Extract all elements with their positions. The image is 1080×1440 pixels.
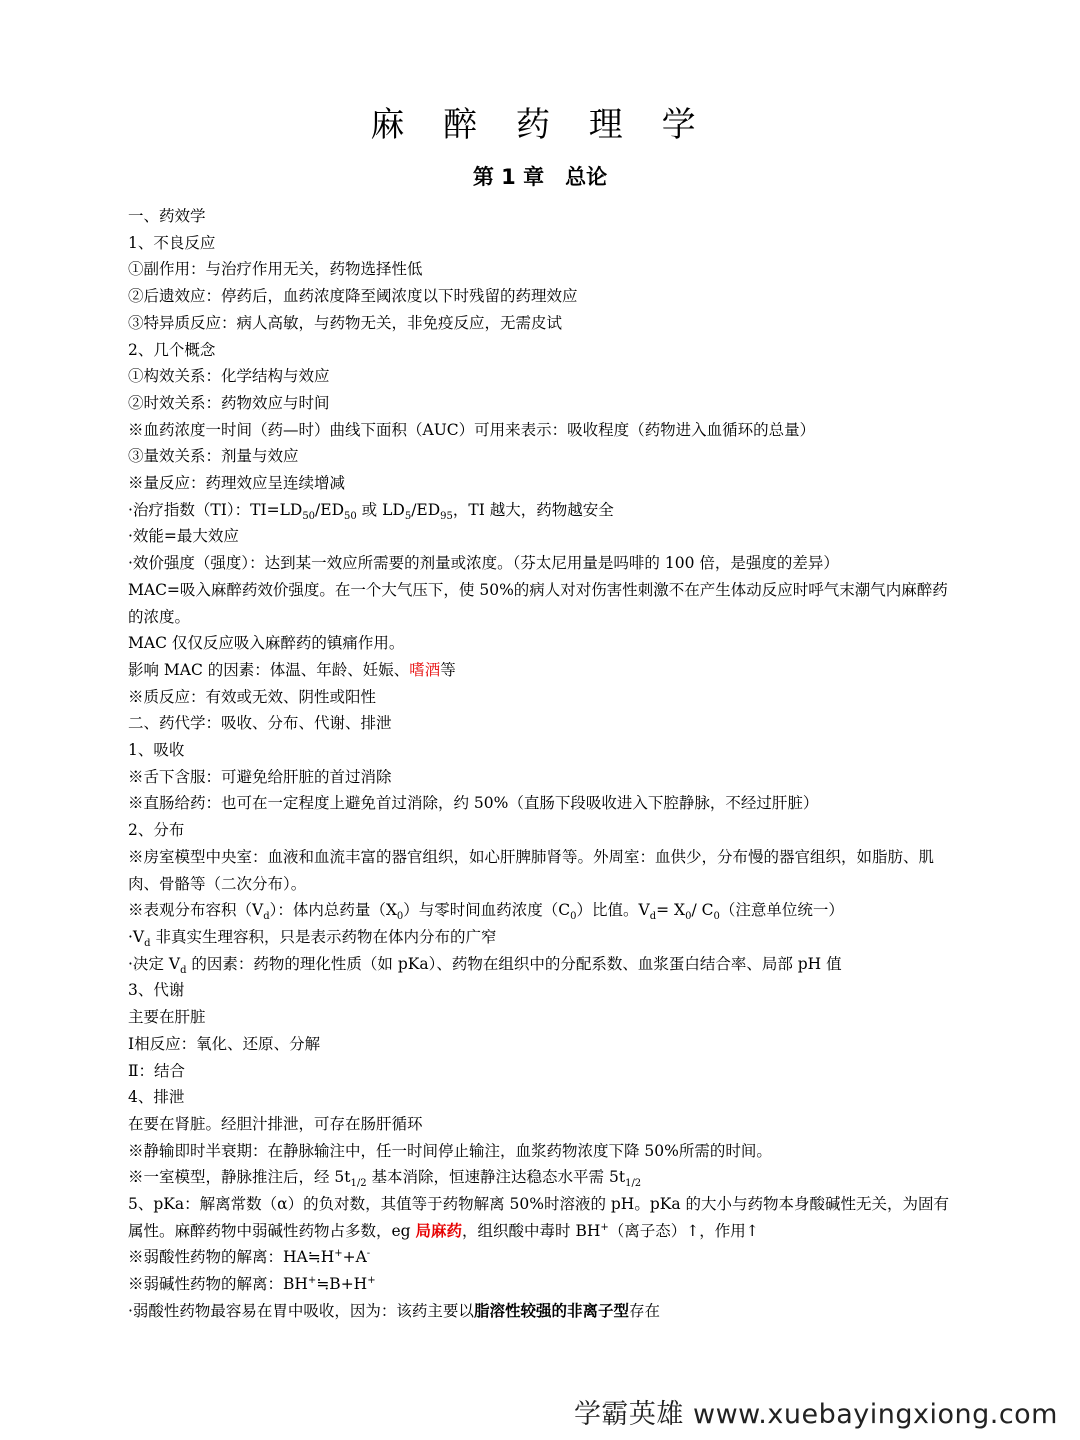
subsection-heading: 2、几个概念 — [128, 340, 216, 359]
bold-text: 脂溶性较强的非离子型 — [473, 1300, 629, 1320]
text-paragraph-compartment: ※房室模型中央室：血液和血流丰富的器官组织，如心肝脾肺肾等。外周室：血供少，分布慢的器官组织，如脂肪、肌肉、骨骼等（二次分布）。 — [128, 847, 935, 893]
text-line: ②时效关系：药物效应与时间 — [128, 393, 330, 412]
text-line: ①副作用：与治疗作用无关，药物选择性低 — [128, 260, 423, 279]
text-line: ※质反应：有效或无效、阴性或阳性 — [128, 687, 377, 706]
section-heading: 一、药效学 — [128, 207, 206, 225]
text-line: ·效能=最大效应 — [128, 527, 239, 546]
text-line-weak-base: ※弱碱性药物的解离：BH+≒B+H+ — [128, 1274, 376, 1294]
text-line: ·效价强度（强度）：达到某一效应所需要的剂量或浓度。（芬太尼用量是吗啡的 100 倍，是强度的差异） — [128, 554, 839, 573]
text-line: Ⅰ相反应：氧化、还原、分解 — [128, 1034, 321, 1053]
text-line-vd: ※表观分布容积$(V_d)$：体内总药量$(X_0)$与零时间血药浓度$(C_0)$比值。$V_d= X_0/$ $C_0$（注意单位统一） — [128, 901, 844, 923]
text-line: ※静输即时半衰期：在静脉输注中，任一时间停止输注，血浆药物浓度下降 50%所需的时间。 — [128, 1141, 772, 1160]
subsection-heading: 1、不良反应 — [128, 233, 216, 252]
section-heading: 二、药代学：吸收、分布、代谢、排泄 — [128, 714, 392, 733]
text-paragraph-mac: MAC=吸入麻醉药效价强度。在一个大气压下，使 50%的病人对对伤害性刺激不在产生体动反应时呼气末潮气内麻醉药的浓度。 — [128, 580, 948, 626]
chapter-heading: 第 1 章 总论 — [472, 165, 608, 189]
text-line: ※一室模型，静脉推注后，经 $5t_{1/2}$ 基本消除，恒速静注达稳态水平需 $5t_{1/2}$ — [128, 1168, 642, 1190]
subsection-heading: 3、代谢 — [128, 981, 185, 1000]
text-line: ※舌下含服：可避免给肝脏的首过消除 — [128, 767, 392, 786]
text-line: Ⅱ：结合 — [128, 1061, 186, 1080]
text-line: 主要在肝脏 — [128, 1008, 206, 1027]
subsection-heading: 2、分布 — [128, 821, 185, 840]
text-line: MAC 仅仅反应吸入麻醉药的镇痛作用。 — [128, 634, 405, 653]
text-line-weak-acid: ※弱酸性药物的解离：HA≒H++A- — [128, 1248, 371, 1267]
text-line: ※直肠给药：也可在一定程度上避免首过消除，约 50%（直肠下段吸收进入下腔静脉，不经过肝脏） — [128, 794, 819, 813]
text-line: ·弱酸性药物最容易在胃中吸收，因为：该药主要以脂溶性较强的非离子型存在 — [128, 1300, 660, 1320]
text-line: 在要在肾脏。经胆汁排泄，可存在肠肝循环 — [128, 1114, 423, 1133]
subsection-heading: 1、吸收 — [128, 741, 185, 760]
highlight-red: 嗜酒 — [409, 660, 441, 679]
text-line: $\cdot V_d$ 非真实生理容积，只是表示药物在体内分布的广窄 — [128, 927, 497, 950]
subsection-heading: 4、排泄 — [128, 1088, 185, 1107]
text-line: ③特异质反应：病人高敏，与药物无关，非免疫反应，无需皮试 — [128, 313, 563, 332]
highlight-red: 局麻药 — [415, 1220, 463, 1240]
text-line: ③量效关系：剂量与效应 — [128, 447, 299, 466]
document-body — [128, 203, 960, 1325]
text-line-therapeutic-index: ·治疗指数（TI）：$TI=LD_{50}/ED_{50}$ 或 $LD_5/ED_{95}$，TI 越大，药物越安全 — [128, 500, 614, 522]
watermark-footer: 学霸英雄 www.xuebayingxiong.com — [573, 1399, 1058, 1430]
text-line: ②后遗效应：停药后，血药浓度降至阈浓度以下时残留的药理效应 — [128, 287, 578, 306]
text-line: ※血药浓度一时间（药—时）曲线下面积（AUC）可用来表示：吸收程度（药物进入血循环的总量） — [128, 420, 816, 439]
text-line: ①构效关系：化学结构与效应 — [128, 367, 330, 386]
text-line: ※量反应：药理效应呈连续增减 — [128, 474, 346, 493]
text-line-mac-factors: 影响 MAC 的因素：体温、年龄、妊娠、嗜酒等 — [128, 660, 456, 679]
text-line: ·决定 $V_d$ 的因素：药物的理化性质（如 pKa）、药物在组织中的分配系数、血浆蛋白结合率、局部 pH 值 — [128, 954, 842, 976]
text-paragraph-pka: 5、pKa：解离常数（α）的负对数，其值等于药物解离 50%时溶液的 pH。pKa 的大小与药物本身酸碱性无关，为固有属性。麻醉药物中弱碱性药物占多数，eg 局麻药，组织酸中毒时 BH+（离子态）↑，作用↑ — [128, 1195, 949, 1240]
document-title: 麻 醉 药 理 学 — [370, 105, 710, 145]
